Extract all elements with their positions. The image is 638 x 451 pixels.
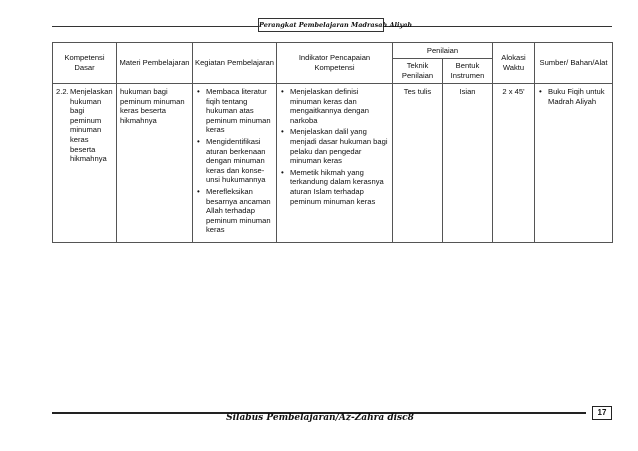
cell-alokasi: 2 x 45' [493,84,535,243]
col-sumber: Sumber/ Bahan/Alat [535,43,613,84]
cell-materi: hukuman bagi peminum minuman keras beserta hikmahnya [117,84,193,243]
col-teknik: Teknik Penilaian [393,59,443,84]
col-kompetensi-dasar: Kompetensi Dasar [53,43,117,84]
kegiatan-item: • Merefleksikan besarnya ancaman Allah terhadap peminum minuman keras [196,187,273,235]
indikator-item: • Menjelaskan definisi minuman keras dan mengaitkannya dengan narkoba [280,87,389,125]
syllabus-table [52,42,613,243]
kegiatan-item: • Membaca literatur fiqih tentang hukuman atas peminum minuman keras [196,87,273,135]
page-number: 17 [592,406,612,420]
footer-text: Silabus Pembelajaran/Az-Zahra disc8 [226,413,414,423]
col-alokasi: Alokasi Waktu [493,43,535,84]
col-materi: Materi Pembelajaran [117,43,193,84]
kegiatan-item: • Mengidentifikasi aturan berkenaan dengan minuman keras dan konse-unsi hukumannya [196,137,273,185]
kd-number: 2.2. [56,87,69,96]
col-kegiatan: Kegiatan Pembelajaran [193,43,277,84]
indikator-item: • Memetik hikmah yang terkandung dalam kerasnya aturan Islam terhadap peminum minuman keras [280,168,389,206]
header-title: Perangkat Pembelajaran Madrasah Aliyah [258,18,384,32]
cell-indikator [277,84,393,243]
cell-kegiatan [193,84,277,243]
cell-sumber [535,84,613,243]
col-indikator: Indikator Pencapaian Kompetensi [277,43,393,84]
sumber-item: • Buku Fiqih untuk Madrah Aliyah [538,87,609,106]
col-penilaian: Penilaian [393,43,493,59]
table-row [53,84,613,243]
cell-bentuk: Isian [443,84,493,243]
col-bentuk: Bentuk Instrumen [443,59,493,84]
cell-teknik: Tes tulis [393,84,443,243]
indikator-item: • Menjelaskan dalil yang menjadi dasar hukuman bagi pelaku dan pengedar minuman keras [280,127,389,165]
cell-kompetensi-dasar [53,84,117,243]
kd-text: Menjelaskan hukuman bagi peminum minuman keras beserta hikmahnya [70,87,113,164]
header-row [53,43,613,59]
